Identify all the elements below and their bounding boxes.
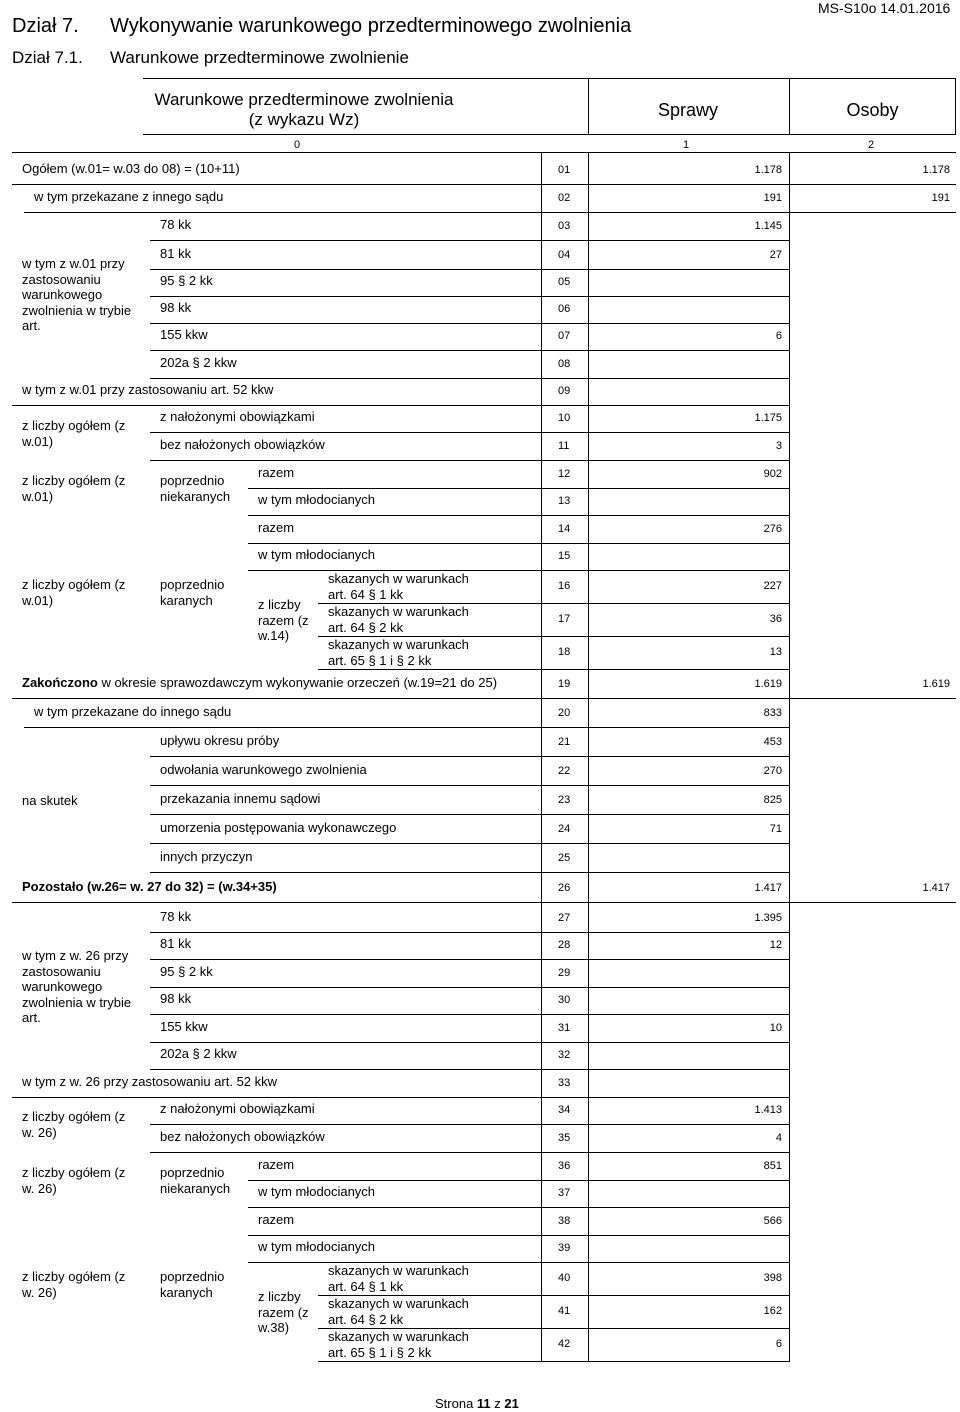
page-indicator <box>435 1396 519 1412</box>
subsection-title: Warunkowe przedterminowe zwolnienie <box>110 48 409 67</box>
sprawy-value: 566 <box>763 1214 782 1227</box>
group-label-wtym-w26: w tym z w. 26 przy zastosowaniu warunkowego zwolnienia w trybie art. <box>22 948 132 1026</box>
col-index-0: 0 <box>294 139 301 151</box>
page-total: 21 <box>504 1396 519 1411</box>
sprawy-value: 851 <box>763 1159 782 1172</box>
row-label: razem <box>258 520 295 535</box>
sprawy-value: 1.417 <box>754 881 782 894</box>
row-label: w tym przekazane z innego sądu <box>34 189 224 204</box>
row-label: skazanych w warunkach art. 64 § 1 kk <box>328 571 469 602</box>
row-label: przekazania innemu sądowi <box>160 791 321 806</box>
row-number: 15 <box>558 549 571 562</box>
sprawy-value: 825 <box>763 793 782 806</box>
row-number: 07 <box>558 329 571 342</box>
group-label-na-skutek: na skutek <box>22 793 78 808</box>
row-divider <box>150 323 790 324</box>
sprawy-value: 162 <box>763 1304 782 1317</box>
row-divider <box>248 488 790 489</box>
col-rule-sprawy <box>588 152 589 1362</box>
row-label: umorzenia postępowania wykonawczego <box>160 820 397 835</box>
row-number: 25 <box>558 851 571 864</box>
page-prefix: Strona <box>435 1396 477 1411</box>
section-title: Wykonywanie warunkowego przedterminowego zwolnienia <box>110 15 632 37</box>
row-divider <box>150 1014 790 1015</box>
row-number: 42 <box>558 1337 571 1350</box>
sprawy-value: 4 <box>775 1131 782 1144</box>
row-divider <box>150 785 790 786</box>
row-divider <box>150 987 790 988</box>
sprawy-value: 191 <box>763 191 782 204</box>
osoby-value: 191 <box>931 191 950 204</box>
row-number: 40 <box>558 1271 571 1284</box>
sprawy-value: 3 <box>775 439 782 452</box>
subsection-label: Dział 7.1. <box>12 48 83 67</box>
page-of: z <box>490 1396 505 1411</box>
row-label: w tym z w.01 przy zastosowaniu art. 52 kkw <box>22 382 274 397</box>
row-number: 37 <box>558 1186 571 1199</box>
col-rule-nr <box>541 152 542 1362</box>
group-label-poprz-niekar-a: poprzednio niekaranych <box>160 473 231 504</box>
row-number: 10 <box>558 411 571 424</box>
sprawy-value: 902 <box>763 467 782 480</box>
group-label-zliczby-w01-a: z liczby ogółem (z w.01) <box>22 418 126 449</box>
row-divider <box>12 184 956 185</box>
row-number: 33 <box>558 1076 571 1089</box>
row-divider <box>150 269 790 270</box>
row-label: z nałożonymi obowiązkami <box>160 1101 315 1116</box>
sprawy-value: 6 <box>775 1337 782 1350</box>
row-number: 29 <box>558 966 571 979</box>
row-divider <box>150 432 790 433</box>
row-divider <box>150 843 790 844</box>
row-number: 17 <box>558 612 571 625</box>
group-label-zliczby-w01-c: z liczby ogółem (z w.01) <box>22 577 126 608</box>
row-label: w tym młodocianych <box>258 1184 376 1199</box>
row-number: 36 <box>558 1159 571 1172</box>
page-number: 11 <box>476 1396 491 1411</box>
row-number: 39 <box>558 1241 571 1254</box>
row-number: 11 <box>558 439 570 452</box>
sprawy-value: 833 <box>763 706 782 719</box>
row-label: bez nałożonych obowiązków <box>160 437 325 452</box>
row-label: w tym młodocianych <box>258 547 376 562</box>
row-number: 01 <box>558 163 571 176</box>
row-divider <box>150 1124 790 1125</box>
row-label: 95 § 2 kk <box>160 273 213 288</box>
row-label: 98 kk <box>160 300 192 315</box>
row-divider <box>24 212 956 213</box>
row-divider <box>24 727 790 728</box>
col-index-1: 1 <box>683 139 690 151</box>
sprawy-value: 12 <box>769 938 782 951</box>
sprawy-value: 1.619 <box>754 677 782 690</box>
row-label: 81 kk <box>160 246 192 261</box>
row-number: 20 <box>558 706 571 719</box>
group-label-wtym-w01: w tym z w.01 przy zastosowaniu warunkowego zwolnienia w trybie art. <box>22 256 132 334</box>
row-label: w tym przekazane do innego sądu <box>34 704 232 719</box>
sprawy-value: 1.178 <box>754 163 782 176</box>
row-number: 16 <box>558 579 571 592</box>
col2-header: Osoby <box>846 100 899 120</box>
row-number: 26 <box>558 881 571 894</box>
row-divider <box>150 378 790 379</box>
row-divider <box>150 959 790 960</box>
row-label <box>22 675 497 691</box>
row-divider <box>248 515 790 516</box>
group-label-poprz-niekar-b: poprzednio niekaranych <box>160 1165 231 1196</box>
row-divider <box>150 756 790 757</box>
row-label: 95 § 2 kk <box>160 964 213 979</box>
row-number: 06 <box>558 302 571 315</box>
row-number: 13 <box>558 494 571 507</box>
group-label-zliczby-w01-b: z liczby ogółem (z w.01) <box>22 473 126 504</box>
row-label: razem <box>258 1157 295 1172</box>
row-number: 30 <box>558 993 571 1006</box>
sprawy-value: 1.395 <box>754 911 782 924</box>
row-divider <box>150 1152 790 1153</box>
row-label: 78 kk <box>160 909 192 924</box>
row-number: 22 <box>558 764 571 777</box>
row-number: 23 <box>558 793 571 806</box>
sprawy-value: 27 <box>769 248 782 261</box>
row-label: 202a § 2 kkw <box>160 1046 237 1061</box>
row-label: skazanych w warunkach art. 64 § 2 kk <box>328 1296 469 1327</box>
sprawy-value: 71 <box>769 822 782 835</box>
row-label: w tym z w. 26 przy zastosowaniu art. 52 kkw <box>22 1074 278 1089</box>
row-divider <box>318 1361 790 1362</box>
sprawy-value: 276 <box>763 522 782 535</box>
row-label: 155 kkw <box>160 1019 208 1034</box>
row-label: 81 kk <box>160 936 192 951</box>
group-label-zliczby-w26-a: z liczby ogółem (z w. 26) <box>22 1109 126 1140</box>
sprawy-value: 1.413 <box>754 1103 782 1116</box>
row-divider <box>248 1235 790 1236</box>
row-number: 38 <box>558 1214 571 1227</box>
row-number: 31 <box>558 1021 571 1034</box>
row-divider <box>150 296 790 297</box>
group-label-zliczby-w26-b: z liczby ogółem (z w. 26) <box>22 1165 126 1196</box>
osoby-value: 1.417 <box>922 881 950 894</box>
row-number: 02 <box>558 191 571 204</box>
row-label: 202a § 2 kkw <box>160 355 237 370</box>
row-label: innych przyczyn <box>160 849 253 864</box>
sprawy-value: 6 <box>775 329 782 342</box>
sprawy-value: 10 <box>769 1021 782 1034</box>
sprawy-value: 36 <box>769 612 782 625</box>
row-number: 41 <box>558 1304 571 1317</box>
row-divider <box>150 240 790 241</box>
row-number: 14 <box>558 522 571 535</box>
col1-header: Sprawy <box>657 100 719 120</box>
row-number: 32 <box>558 1048 571 1061</box>
row-number: 34 <box>558 1103 571 1116</box>
group-label-razem-14: z liczby razem (z w.14) <box>258 597 309 644</box>
sprawy-value: 453 <box>763 735 782 748</box>
sprawy-value: 1.175 <box>754 411 782 424</box>
row-divider <box>150 1042 790 1043</box>
group-label-poprz-kar-b: poprzednio karanych <box>160 1269 225 1300</box>
row-label: odwołania warunkowego zwolnienia <box>160 762 367 777</box>
row-divider <box>150 1069 790 1070</box>
row-number: 08 <box>558 357 571 370</box>
col0-header-line2: (z wykazu Wz) <box>248 110 360 129</box>
row-label: w tym młodocianych <box>258 1239 376 1254</box>
sprawy-value: 398 <box>763 1271 782 1284</box>
row-label: 78 kk <box>160 217 192 232</box>
group-label-poprz-kar-a: poprzednio karanych <box>160 577 225 608</box>
row-label: razem <box>258 1212 295 1227</box>
row-divider <box>248 1207 790 1208</box>
row-divider <box>150 350 790 351</box>
osoby-value: 1.178 <box>922 163 950 176</box>
group-label-zliczby-w26-c: z liczby ogółem (z w. 26) <box>22 1269 126 1300</box>
row-label: Ogółem (w.01= w.03 do 08) = (10+11) <box>22 161 240 176</box>
row-label: Pozostało (w.26= w. 27 do 32) = (w.34+35) <box>22 879 277 894</box>
row-divider <box>12 698 956 699</box>
row-number: 09 <box>558 384 571 397</box>
row-number: 04 <box>558 248 571 261</box>
osoby-value: 1.619 <box>922 677 950 690</box>
doc-code: MS-S10o 14.01.2016 <box>818 0 951 16</box>
col-index-2: 2 <box>868 139 875 151</box>
row-divider <box>12 405 790 406</box>
row-label: skazanych w warunkach art. 64 § 1 kk <box>328 1263 469 1294</box>
section-label: Dział 7. <box>12 15 79 37</box>
col-rule-osoby <box>789 152 790 1362</box>
sprawy-value: 1.145 <box>754 219 782 232</box>
row-divider <box>12 902 956 903</box>
row-label: bez nałożonych obowiązków <box>160 1129 325 1144</box>
sprawy-value: 270 <box>763 764 782 777</box>
sprawy-value: 227 <box>763 579 782 592</box>
row-label: 155 kkw <box>160 327 208 342</box>
row-label: skazanych w warunkach art. 64 § 2 kk <box>328 604 469 635</box>
row-number: 05 <box>558 275 571 288</box>
sprawy-value: 13 <box>769 645 782 658</box>
row-divider <box>12 1097 790 1098</box>
row-label: w tym młodocianych <box>258 492 376 507</box>
row-divider <box>150 932 790 933</box>
col0-header-line1: Warunkowe przedterminowe zwolnienia <box>154 90 454 109</box>
row-divider <box>248 543 790 544</box>
row-number: 35 <box>558 1131 571 1144</box>
row-number: 03 <box>558 219 571 232</box>
group-label-razem-38: z liczby razem (z w.38) <box>258 1289 309 1336</box>
row-divider <box>318 669 790 670</box>
row-divider <box>150 460 790 461</box>
row-divider <box>248 1180 790 1181</box>
row-number: 28 <box>558 938 571 951</box>
row-label: skazanych w warunkach art. 65 § 1 i § 2 kk <box>328 1329 469 1360</box>
row-divider <box>150 872 790 873</box>
row-divider <box>150 814 790 815</box>
row-number: 19 <box>558 677 571 690</box>
row-label-bold: Zakończono <box>22 675 98 690</box>
row-number: 27 <box>558 911 571 924</box>
row-label: 98 kk <box>160 991 192 1006</box>
row-label-rest: w okresie sprawozdawczym wykonywanie orzeczeń (w.19=21 do 25) <box>97 675 498 690</box>
row-label: razem <box>258 465 295 480</box>
row-label: upływu okresu próby <box>160 733 280 748</box>
row-number: 12 <box>558 467 571 480</box>
row-label: skazanych w warunkach art. 65 § 1 i § 2 kk <box>328 637 469 668</box>
row-number: 21 <box>558 735 571 748</box>
row-label: z nałożonymi obowiązkami <box>160 409 315 424</box>
row-number: 18 <box>558 645 571 658</box>
row-number: 24 <box>558 822 571 835</box>
